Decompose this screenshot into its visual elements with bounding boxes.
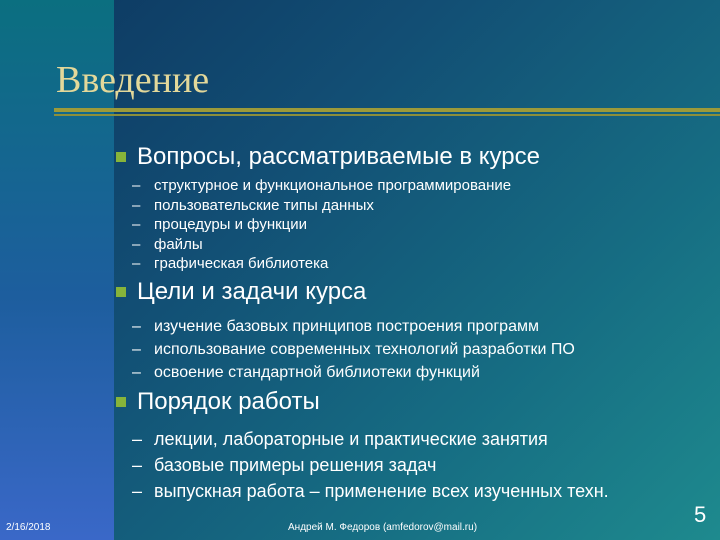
section-heading bbox=[116, 388, 609, 416]
section-course-topics bbox=[116, 143, 540, 274]
square-bullet-icon bbox=[116, 152, 126, 162]
dash-icon: – bbox=[132, 196, 141, 214]
section-label: Порядок работы bbox=[137, 388, 320, 415]
section-course-goals bbox=[116, 278, 575, 384]
list-item bbox=[132, 196, 540, 216]
list-item bbox=[132, 452, 609, 478]
section-heading bbox=[116, 278, 575, 306]
title-divider bbox=[54, 108, 720, 112]
dash-icon: – bbox=[132, 318, 141, 335]
dash-icon: – bbox=[132, 177, 141, 194]
title-divider-thin bbox=[54, 114, 720, 116]
sub-list bbox=[132, 176, 540, 274]
list-item-text: файлы bbox=[154, 235, 203, 253]
list-item bbox=[132, 361, 575, 384]
dash-icon: – bbox=[132, 455, 143, 475]
square-bullet-icon bbox=[116, 287, 126, 297]
dash-icon: – bbox=[132, 364, 141, 381]
section-heading bbox=[116, 143, 540, 171]
square-bullet-icon bbox=[116, 397, 126, 407]
list-item-text: лекции, лабораторные и практические занятия bbox=[154, 429, 548, 449]
section-label: Вопросы, рассматриваемые в курсе bbox=[137, 143, 540, 170]
list-item bbox=[132, 215, 540, 235]
list-item bbox=[132, 254, 540, 274]
footer-author: Андрей М. Федоров (amfedorov@mail.ru) bbox=[288, 522, 478, 533]
list-item bbox=[132, 338, 575, 361]
dash-icon: – bbox=[132, 235, 141, 253]
section-label: Цели и задачи курса bbox=[137, 278, 367, 305]
slide-title: Введение bbox=[56, 59, 210, 101]
dash-icon: – bbox=[132, 216, 141, 233]
list-item bbox=[132, 478, 609, 504]
list-item-text: процедуры и функции bbox=[154, 216, 308, 233]
list-item-text: использование современных технологий разработки ПО bbox=[154, 341, 575, 358]
list-item-text: изучение базовых принципов построения программ bbox=[154, 318, 539, 335]
list-item-text: выпускная работа – применение всех изученных техн. bbox=[154, 481, 609, 501]
section-work-order bbox=[116, 388, 609, 504]
dash-icon: – bbox=[132, 341, 141, 358]
footer-date: 2/16/2018 bbox=[6, 522, 51, 533]
dash-icon: – bbox=[132, 255, 141, 272]
list-item-text: пользовательские типы данных bbox=[154, 196, 374, 214]
dash-icon: – bbox=[132, 429, 143, 449]
sub-list bbox=[132, 315, 575, 384]
list-item bbox=[132, 426, 609, 452]
list-item-text: базовые примеры решения задач bbox=[154, 455, 437, 475]
list-item-text: освоение стандартной библиотеки функций bbox=[154, 364, 480, 381]
list-item bbox=[132, 235, 540, 255]
list-item-text: графическая библиотека bbox=[154, 255, 329, 272]
list-item bbox=[132, 315, 575, 338]
dash-icon: – bbox=[132, 481, 143, 501]
list-item bbox=[132, 176, 540, 196]
list-item-text: структурное и функциональное программирование bbox=[154, 177, 512, 194]
page-number: 5 bbox=[694, 502, 707, 527]
sub-list bbox=[132, 426, 609, 504]
